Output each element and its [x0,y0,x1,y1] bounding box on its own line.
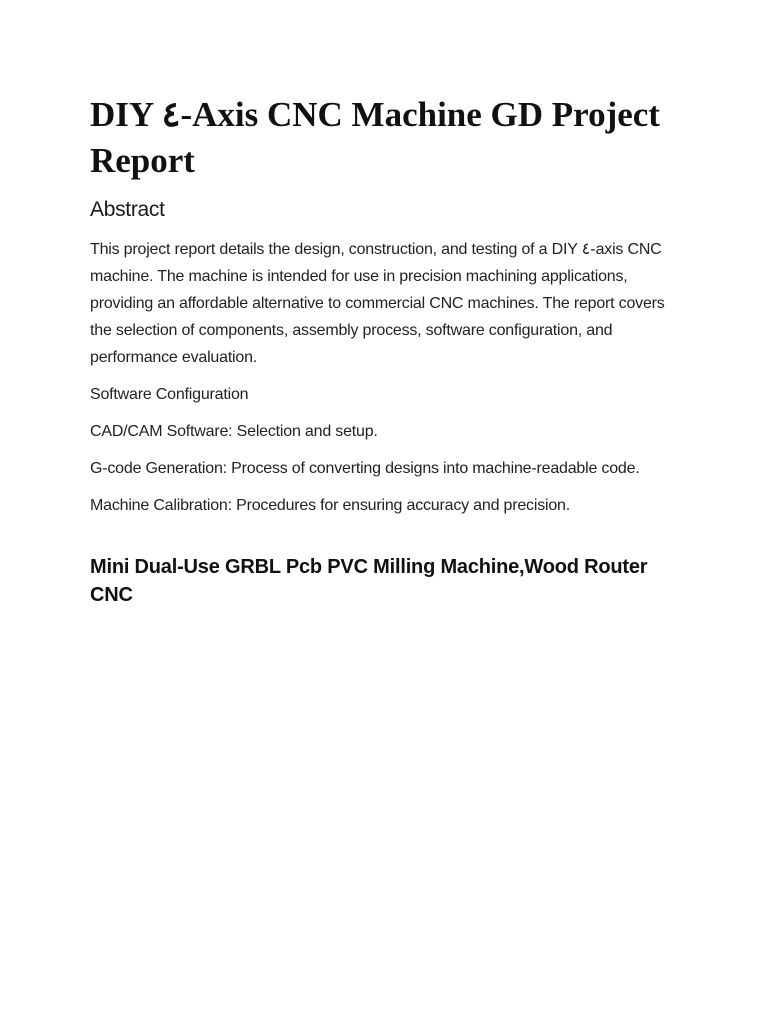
abstract-paragraph: This project report details the design, construction, and testing of a DIY ٤-axis CNC machine. The machine is intended for use in precision machining applications, providing an affordable alternative to commercial CNC machines. The report covers the selection of components, assembly process, software configuration, and performance evaluation. [90,241,665,366]
cad-cam-line: CAD/CAM Software: Selection and setup. [90,423,378,440]
document-page [90,92,690,609]
software-configuration-line: Software Configuration [90,386,249,403]
gcode-generation-line: G-code Generation: Process of converting designs into machine-readable code. [90,460,640,477]
machine-calibration-line: Machine Calibration: Procedures for ensuring accuracy and precision. [90,497,570,514]
product-heading: Mini Dual-Use GRBL Pcb PVC Milling Machine,Wood Router CNC [90,556,648,606]
abstract-heading: Abstract [90,198,165,221]
document-title: DIY ٤-Axis CNC Machine GD Project Report [90,95,660,180]
